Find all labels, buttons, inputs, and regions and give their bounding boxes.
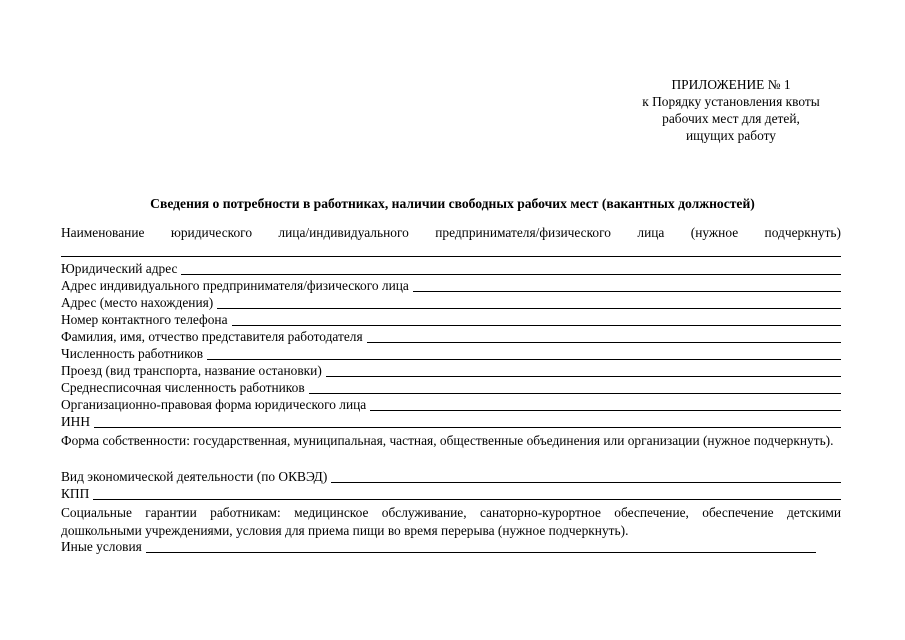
representative-row (61, 328, 841, 346)
document-title: Сведения о потребности в работниках, наличии свободных рабочих мест (вакантных должностей) (150, 196, 755, 211)
annex-number: ПРИЛОЖЕНИЕ № 1 (671, 77, 791, 92)
annex-line-4: ищущих работу (685, 128, 777, 143)
transport-row (61, 362, 841, 380)
phone-label: Номер контактного телефона (61, 312, 228, 327)
location-address-row (61, 294, 841, 312)
kpp-field[interactable] (93, 487, 841, 500)
social-guarantees-text: Социальные гарантии работникам: медицинское обслуживание, санаторно-курортное обеспечение, обеспечение детскими дошкольными учреждениями, условия для приема пищи во время перерыва (нужное подчеркнуть). (61, 505, 841, 538)
okved-field[interactable] (331, 470, 841, 483)
kpp-label: КПП (61, 486, 90, 501)
legal-form-field[interactable] (370, 398, 841, 411)
legal-form-label: Организационно-правовая форма юридического лица (61, 397, 367, 412)
legal-address-label: Юридический адрес (61, 261, 178, 276)
legal-address-field[interactable] (181, 262, 841, 275)
inn-label: ИНН (61, 414, 91, 429)
annex-line-2: к Порядку установления квоты (642, 94, 820, 109)
okved-row (61, 468, 841, 486)
location-address-field[interactable] (217, 296, 841, 309)
inn-field[interactable] (94, 415, 841, 428)
representative-label: Фамилия, имя, отчество представителя работодателя (61, 329, 363, 344)
annex-header (621, 76, 841, 144)
legal-address-row (61, 260, 841, 278)
representative-field[interactable] (367, 330, 841, 343)
avg-employees-label: Среднесписочная численность работников (61, 380, 305, 395)
other-conditions-row (61, 538, 816, 556)
avg-employees-field[interactable] (309, 381, 841, 394)
phone-row (61, 311, 841, 329)
transport-field[interactable] (326, 364, 841, 377)
employees-row (61, 345, 841, 363)
other-conditions-label: Иные условия (61, 539, 142, 554)
transport-label: Проезд (вид транспорта, название остановки) (61, 363, 322, 378)
ip-address-label: Адрес индивидуального предпринимателя/физического лица (61, 278, 409, 293)
name-label: Наименование юридического лица/индивидуального предпринимателя/физического лица (нужное подчеркнуть) (61, 225, 841, 240)
inn-row (61, 413, 841, 431)
employees-field[interactable] (207, 347, 841, 360)
location-address-label: Адрес (место нахождения) (61, 295, 214, 310)
avg-employees-row (61, 379, 841, 397)
ownership-text: Форма собственности: государственная, муниципальная, частная, общественные объединения или организации (нужное подчеркнуть). (61, 433, 834, 448)
phone-field[interactable] (232, 313, 841, 326)
okved-label: Вид экономической деятельности (по ОКВЭД) (61, 469, 328, 484)
annex-line-3: рабочих мест для детей, (662, 111, 800, 126)
legal-form-row (61, 396, 841, 414)
kpp-row (61, 485, 841, 503)
other-conditions-field[interactable] (146, 540, 816, 553)
employees-label: Численность работников (61, 346, 204, 361)
ip-address-field[interactable] (413, 279, 841, 292)
name-field-line[interactable] (61, 256, 841, 257)
ip-address-row (61, 277, 841, 295)
